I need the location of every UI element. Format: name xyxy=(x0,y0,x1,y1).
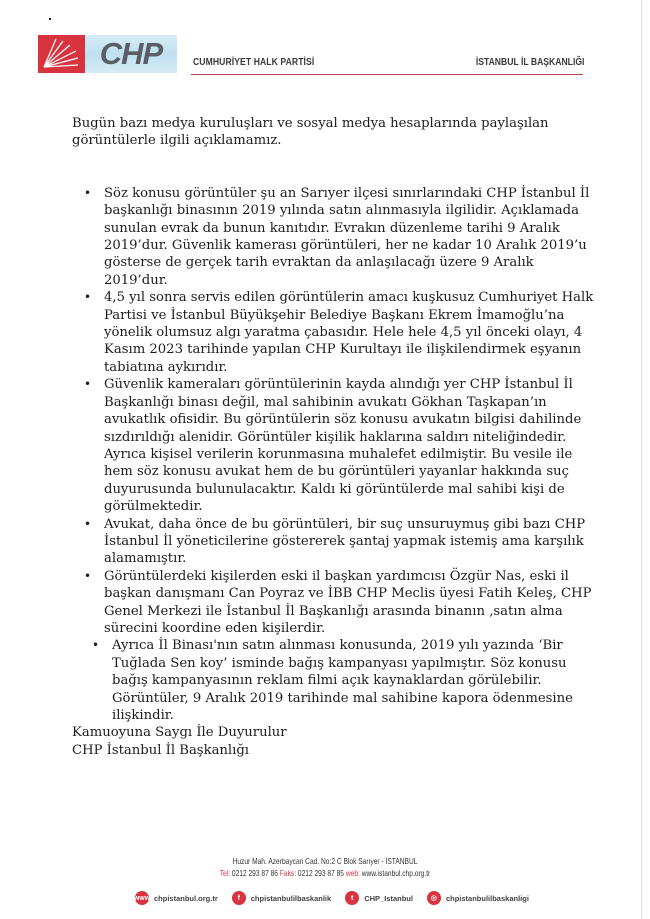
twitter-icon: t xyxy=(345,891,359,905)
social-handle[interactable]: chpistanbulilbaskanligi xyxy=(445,893,529,903)
bullet-item: • Güvenlik kameraları görüntülerinin kayda alındığı yer CHP İstanbul İl Başkanlığı binası değil, mal sahibinin avukatı Gökhan Taşkapan’ın avukatlık ofisidir. Bu görüntülerin söz konusu avukatın bilgisi dahilinde sızdırıldığı alenidir. Görüntüler kişilik haklarına saldırı niteliğindedir. Ayrıca kişisel verilerin korunmasına muhalefet edilmiştir. Bu vesile ile hem söz konusu avukat hem de bu görüntüleri yayanlar hakkında suç duyurusunda bulunulacaktır. Kaldı ki görüntülerde mal sahibi kişi de görülmektedir. xyxy=(84,376,597,515)
six-arrows-icon xyxy=(38,35,85,73)
footer-contact xyxy=(72,868,579,878)
bullet-item: • Ayrıca İl Binası'nın satın alınması konusunda, 2019 yılı yazında ‘Bir Tuğlada Sen koy’ isminde bağış kampanyası yapılmıştır. Söz konusu bağış kampanyasının reklam filmi açık kaynaklardan görülebilir. Görüntüler, 9 Aralık 2019 tarihinde mal sahibine kapora ödenmesine ilişkindir. xyxy=(92,637,597,724)
web-icon: www xyxy=(135,891,149,905)
signature: CHP İstanbul İl Başkanlığı xyxy=(72,742,250,758)
social-handle[interactable]: CHP_Istanbul xyxy=(364,893,413,903)
footer-address: Huzur Mah. Azerbaycan Cad. No:2 C Blok Sarıyer - İSTANBUL xyxy=(232,856,418,866)
instagram-icon: ◎ xyxy=(427,891,441,905)
fax-label: Faks: xyxy=(279,868,297,878)
facebook-icon: f xyxy=(232,891,246,905)
logo-wordmark: CHP xyxy=(99,36,163,71)
branch-name: İSTANBUL İL BAŞKANLIĞI xyxy=(475,56,584,68)
closing-line: Kamuoyuna Saygı İle Duyurulur xyxy=(72,725,287,741)
social-handle[interactable]: chpistanbul.org.tr xyxy=(154,893,218,903)
statement-bullet-list xyxy=(72,185,597,725)
web-url[interactable]: www.istanbul.chp.org.tr xyxy=(361,868,431,878)
fax-number: 0212 293 87 85 xyxy=(297,868,345,878)
intro-paragraph: Bugün bazı medya kuruluşları ve sosyal medya hesaplarında paylaşılan görüntülerle ilgili açıklamamız. xyxy=(72,116,549,149)
social-twitter[interactable] xyxy=(345,891,413,905)
logo-wordmark-box xyxy=(85,35,177,73)
chp-logo xyxy=(38,35,177,73)
bullet-item: • Söz konusu görüntüler şu an Sarıyer ilçesi sınırlarındaki CHP İstanbul İl başkanlığı binasının 2019 yılında satın alınmasıyla ilgilidir. Açıklamada sunulan evrak da bunun kanıtıdır. Evrakın düzenleme tarihi 9 Aralık 2019’dur. Güvenlik kamerası görüntüleri, her ne kadar 10 Aralık 2019’u gösterse de gerçek tarih evraktan da anlaşılacağı üzere 9 Aralık 2019’dur. xyxy=(84,185,597,289)
page-edge-line xyxy=(641,0,642,919)
bullet-item: • 4,5 yıl sonra servis edilen görüntülerin amacı kuşkusuz Cumhuriyet Halk Partisi ve İstanbul Büyükşehir Belediye Başkanı Ekrem İmamoğlu’na yönelik olumsuz algı yaratma çabasıdır. Hele hele 4,5 yıl önceki olayı, 4 Kasım 2023 tarihinde yapılan CHP Kurultayı ile ilişkilendirmek eşyanın tabiatına aykırıdır. xyxy=(84,289,597,376)
web-label: web: xyxy=(345,868,360,878)
social-handle[interactable]: chpistanbulilbaskanlik xyxy=(250,893,332,903)
social-links xyxy=(135,889,535,907)
scan-speck xyxy=(49,18,51,20)
social-web[interactable] xyxy=(135,891,218,905)
social-facebook[interactable] xyxy=(232,891,331,905)
header-divider xyxy=(191,74,583,75)
tel-label: Tel: xyxy=(219,868,231,878)
party-name: CUMHURİYET HALK PARTİSİ xyxy=(193,56,315,68)
bullet-item: • Avukat, daha önce de bu görüntüleri, bir suç unsuruymuş gibi bazı CHP İstanbul İl yöneticilerine göstererek şantaj yapmak istemiş ama karşılık alamamıştır. xyxy=(84,516,597,568)
social-instagram[interactable] xyxy=(427,891,529,905)
bullet-item: • Görüntülerdeki kişilerden eski il başkan yardımcısı Özgür Nas, eski il başkan danışmanı Can Poyraz ve İBB CHP Meclis üyesi Fatih Keleş, CHP Genel Merkezi ile İstanbul İl Başkanlığı arasında binanın ,satın alma sürecini koordine eden kişilerdir. xyxy=(84,568,597,638)
statement-body xyxy=(72,115,597,759)
tel-number: 0212 293 87 86 xyxy=(231,868,278,878)
